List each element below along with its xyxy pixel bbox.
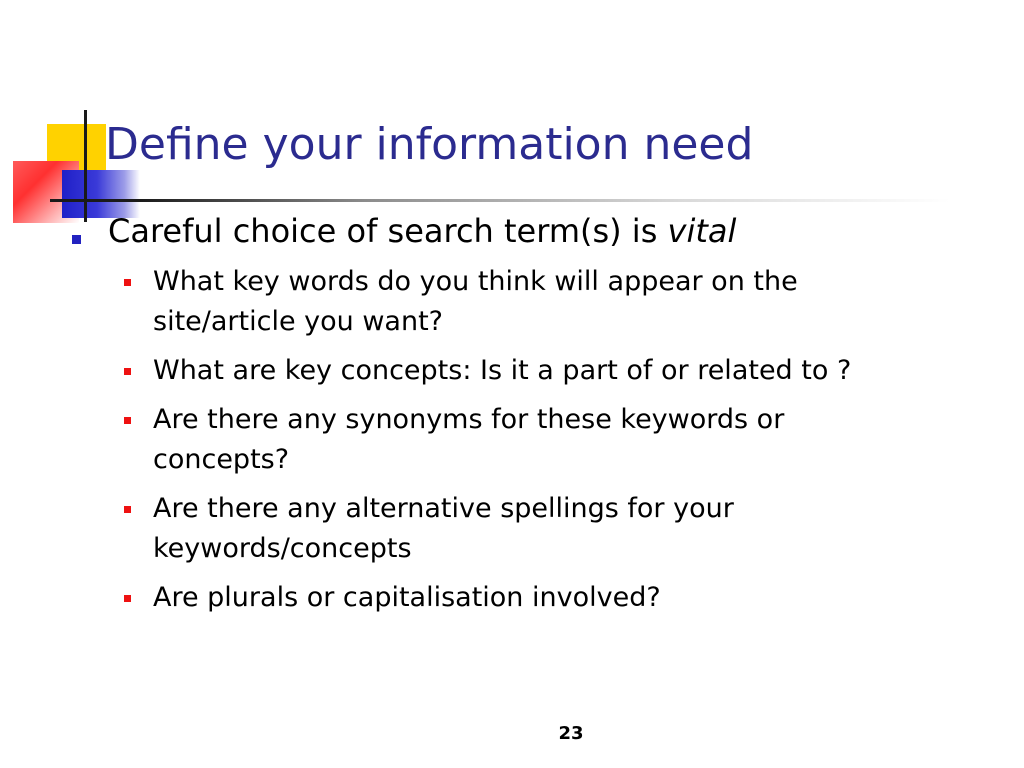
- sub-bullet-text: Are there any alternative spellings for your keywords/concepts: [153, 493, 734, 564]
- sub-bullet-text: Are plurals or capitalisation involved?: [153, 582, 661, 613]
- slide-title: Define your information need: [105, 119, 754, 170]
- decor-horizontal-line: [50, 199, 950, 202]
- sub-bullet-item: [70, 400, 853, 480]
- main-bullet: [70, 208, 900, 254]
- sub-bullet-item: [70, 262, 853, 342]
- square-bullet-icon: [124, 506, 131, 513]
- decor-vertical-line: [84, 110, 87, 222]
- slide-body: [70, 208, 900, 627]
- sub-bullet-text: What are key concepts: Is it a part of or related to ?: [153, 355, 852, 386]
- sub-bullet-list: [70, 262, 900, 618]
- sub-bullet-item: [70, 489, 853, 569]
- square-bullet-icon: [124, 417, 131, 424]
- page-number: 23: [558, 723, 584, 744]
- sub-bullet-text: What key words do you think will appear on the site/article you want?: [153, 266, 798, 337]
- square-bullet-icon: [72, 235, 81, 244]
- square-bullet-icon: [124, 279, 131, 286]
- sub-bullet-item: [70, 578, 853, 618]
- square-bullet-icon: [124, 595, 131, 602]
- square-bullet-icon: [124, 368, 131, 375]
- sub-bullet-item: [70, 351, 853, 391]
- sub-bullet-text: Are there any synonyms for these keywords or concepts?: [153, 404, 785, 475]
- main-bullet-text: Careful choice of search term(s) is: [108, 212, 668, 250]
- main-bullet-emphasis: vital: [667, 212, 737, 250]
